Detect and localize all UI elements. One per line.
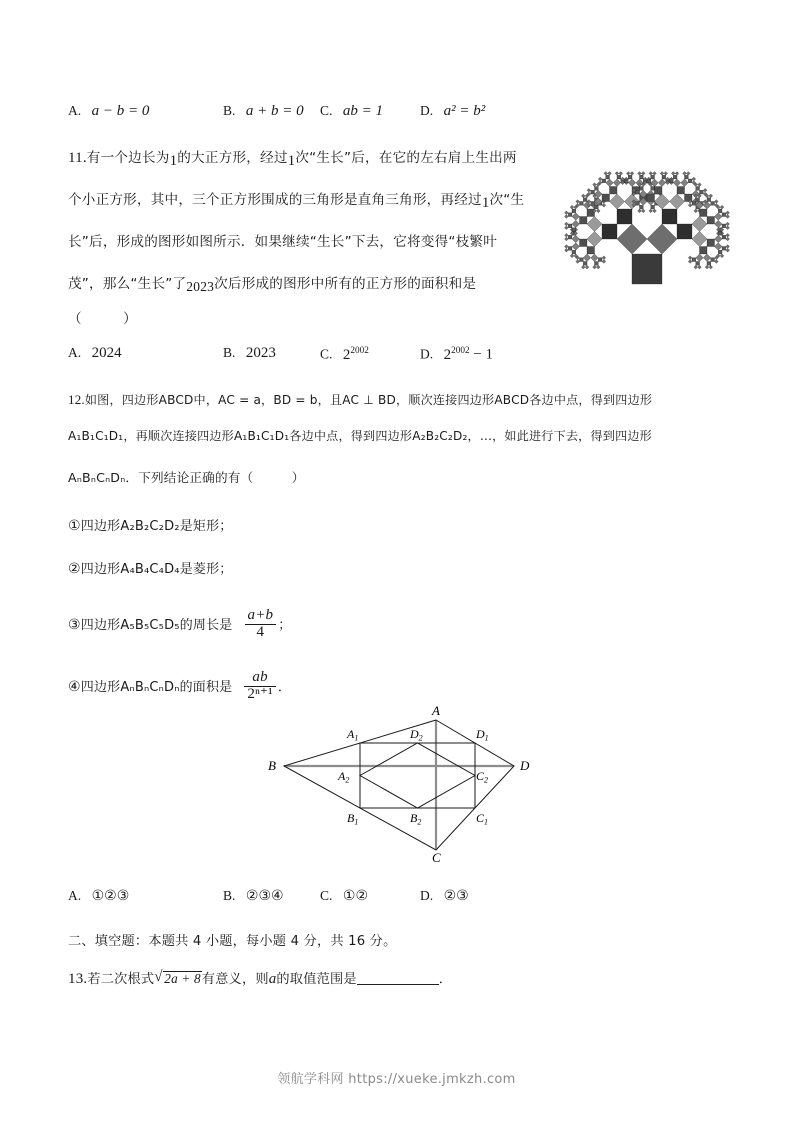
q12-conclusion-3-numerator: a+b	[247, 607, 274, 623]
q11-line2-value: 1	[481, 195, 490, 211]
q12-conclusion-3	[68, 608, 291, 641]
q11-line2-b: 次“生	[489, 192, 525, 208]
q13-radicand: 2a + 8	[164, 971, 201, 986]
q12-option-a-text: ①②③	[91, 888, 130, 904]
q13-text-c: 的取值范围是	[276, 972, 357, 987]
q10-option-b[interactable]	[223, 103, 304, 120]
label-A2: $A_2$	[338, 769, 350, 785]
q12-option-d[interactable]	[420, 888, 469, 905]
q12-line-3	[68, 472, 305, 485]
nested-quadrilaterals-svg	[262, 702, 544, 864]
q12-number: 12.	[68, 392, 85, 407]
q10-option-a-text: a − b = 0	[91, 103, 150, 119]
q12-conclusion-4-tail: ．	[277, 679, 292, 695]
q11-option-c-base: 2	[342, 346, 351, 363]
q13-line	[68, 971, 452, 987]
q11-line4-b: 次后形成的图形中所有的正方形的面积和是	[214, 276, 477, 292]
label-D: D	[520, 758, 530, 773]
q13-number: 13.	[68, 971, 88, 987]
q11-line1-b: 的大正方形，经过	[177, 150, 288, 166]
q11-line-3	[68, 236, 497, 250]
q12-conclusion-3-denominator: 4	[245, 624, 277, 641]
q10-option-d[interactable]	[420, 103, 485, 120]
label-B1: $B_1$	[347, 811, 359, 827]
q11-line1-a: 有一个边长为	[86, 150, 170, 166]
q12-conclusion-4-text: 四边形AₙBₙCₙDₙ的面积是	[80, 679, 233, 695]
q12-conclusion-3-tail: ；	[278, 617, 292, 633]
footer-watermark-text: 领航学科网 https://xueke.jmkzh.com	[277, 1072, 516, 1087]
q12-line-2	[68, 430, 652, 442]
q10-option-d-letter: D.	[420, 103, 434, 118]
q10-option-row	[68, 103, 728, 123]
q12-line-1	[68, 393, 652, 406]
label-C2: $C_2$	[476, 769, 489, 785]
footer-watermark	[0, 1068, 793, 1087]
q12-conclusion-2	[68, 562, 233, 576]
q11-option-c-letter: C.	[320, 346, 333, 362]
q12-conclusion-4-numerator: ab	[252, 669, 268, 685]
label-D2: $D_2$	[410, 727, 423, 743]
q12-option-a-letter: A.	[68, 888, 82, 903]
q11-line1-c: 次“生长”后，在它的左右肩上生出两	[295, 150, 517, 166]
q11-answer-bracket[interactable]	[68, 313, 137, 327]
q11-option-b[interactable]	[223, 345, 276, 362]
q12-conclusion-3-marker: ③	[68, 616, 81, 633]
q11-option-b-text: 2023	[245, 345, 276, 361]
q11-option-a-text: 2024	[91, 345, 122, 361]
q13-text-a: 若二次根式	[87, 972, 155, 987]
q11-option-d[interactable]	[420, 345, 493, 364]
q12-conclusion-1-text: 四边形A₂B₂C₂D₂是矩形；	[80, 519, 233, 534]
q12-line1-text: 如图，四边形ABCD中，AC = a，BD = b，且AC ⊥ BD，顺次连接四边形ABCD各边中点，得到四边形	[84, 393, 653, 407]
q11-line-1	[68, 151, 517, 169]
q12-conclusion-1	[68, 519, 233, 533]
q10-option-c-text: ab = 1	[342, 103, 384, 119]
q10-option-d-text: a² = b²	[443, 103, 486, 119]
q11-option-a-letter: A.	[68, 345, 82, 360]
q13-variable: a	[268, 971, 277, 987]
quadrilateral-A1B1C1D1	[360, 743, 475, 808]
q13-text-d: ．	[438, 972, 453, 987]
q13-answer-blank[interactable]	[357, 972, 439, 985]
label-B2: $B_2$	[410, 811, 422, 827]
q12-option-c[interactable]	[320, 888, 368, 905]
q10-option-a[interactable]	[68, 103, 149, 120]
q12-option-c-text: ①②	[342, 888, 368, 904]
q12-conclusion-1-marker: ①	[68, 518, 81, 534]
q11-option-a[interactable]	[68, 345, 122, 362]
q12-option-c-letter: C.	[320, 888, 333, 903]
label-A: A	[432, 703, 440, 718]
quadrilateral-A2B2C2D2	[360, 743, 475, 808]
q12-conclusion-4-marker: ④	[68, 678, 81, 695]
q12-option-d-letter: D.	[420, 888, 434, 903]
q11-option-c-exponent: 2002	[350, 345, 369, 355]
q11-bracket-text: （ ）	[68, 311, 137, 327]
q12-geometry-figure	[262, 702, 544, 864]
q11-line-4	[68, 278, 476, 294]
q12-option-d-text: ②③	[443, 888, 469, 904]
q11-line1-value-1: 1	[169, 153, 178, 169]
pythagoras-tree-svg	[558, 143, 730, 285]
q12-conclusion-3-text: 四边形A₅B₅C₅D₅的周长是	[80, 617, 233, 633]
q13-text-b: 有意义，则	[201, 972, 269, 987]
section-2-heading	[68, 935, 396, 948]
q13-square-root	[154, 971, 201, 985]
label-D1: $D_1$	[476, 727, 489, 743]
q10-option-b-letter: B.	[223, 103, 236, 118]
q12-line3-text: AₙBₙCₙDₙ．下列结论正确的有（ ）	[68, 470, 305, 485]
q11-line4-a: 茂”，那么“生长”了	[68, 276, 187, 292]
q12-conclusion-4-denominator: 2ⁿ⁺¹	[244, 686, 275, 703]
q12-option-b-letter: B.	[223, 888, 236, 903]
q11-option-b-letter: B.	[223, 345, 236, 360]
q11-line3-text: 长”后，形成的图形如图所示．如果继续“生长”下去，它将变得“枝繁叶	[68, 234, 497, 250]
q12-conclusion-2-text: 四边形A₄B₄C₄D₄是菱形；	[80, 562, 233, 577]
pythagoras-tree-figure	[558, 143, 730, 285]
label-A1: $A_1$	[347, 727, 359, 743]
q11-line1-value-2: 1	[287, 153, 296, 169]
q11-line2-a: 个小正方形，其中，三个正方形围成的三角形是直角三角形，再经过	[68, 192, 482, 208]
q11-option-d-base: 2	[443, 346, 452, 363]
q12-conclusion-4	[68, 670, 291, 703]
q12-option-row	[68, 888, 728, 908]
q12-conclusion-2-marker: ②	[68, 561, 81, 577]
q12-line2-text: A₁B₁C₁D₁，再顺次连接四边形A₁B₁C₁D₁各边中点，得到四边形A₂B₂C₂D₂，…，如此进行下去，得到四边形	[68, 429, 652, 443]
q12-option-b[interactable]	[223, 888, 284, 905]
q12-option-a[interactable]	[68, 888, 129, 905]
q10-option-b-text: a + b = 0	[245, 103, 304, 119]
q12-conclusion-4-fraction	[244, 670, 275, 703]
label-C1: $C_1$	[476, 811, 489, 827]
section-2-heading-text: 二、填空题：本题共 4 小题，每小题 4 分，共 16 分。	[68, 934, 397, 949]
q12-conclusion-3-fraction	[245, 608, 277, 641]
q10-option-c-letter: C.	[320, 103, 333, 118]
label-C: C	[432, 850, 441, 864]
label-B: B	[268, 758, 276, 773]
q11-option-d-letter: D.	[420, 346, 434, 362]
q10-option-c[interactable]	[320, 103, 383, 120]
q11-number: 11.	[68, 150, 87, 166]
q11-option-c[interactable]	[320, 345, 369, 364]
q12-option-b-text: ②③④	[245, 888, 284, 904]
q11-line4-value: 2023	[186, 279, 215, 294]
q11-line-2	[68, 194, 524, 211]
q11-option-d-exponent: 2002	[451, 345, 470, 355]
q10-option-a-letter: A.	[68, 103, 82, 118]
q11-option-row	[68, 345, 728, 365]
q11-option-d-tail: − 1	[469, 346, 494, 363]
